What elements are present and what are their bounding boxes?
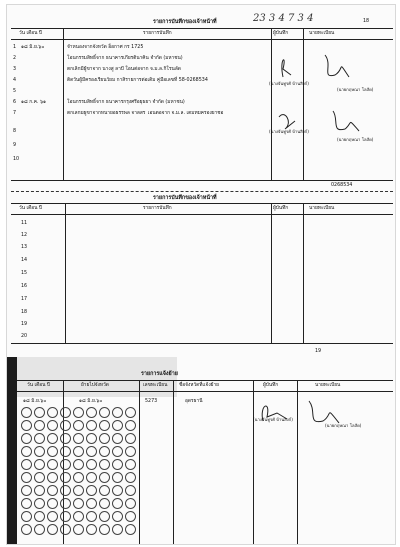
row-number: 9 — [13, 143, 17, 148]
section1-doc-number: 23 3 4 7 3 4 — [253, 13, 314, 24]
signature-3-registrar: (นายกฤษณา โลสัด) — [325, 423, 362, 428]
section3-entry-date: ๑๘ มิ.ย.๖๐ — [23, 399, 47, 404]
row-number: 16 — [21, 284, 28, 289]
section3-entry-regno: 5273 — [145, 399, 158, 404]
row-number: 6 — [13, 100, 17, 105]
row-number: 4 — [13, 78, 17, 83]
section3-header-station: ชื่อจังหวัดที่แจ้งย้าย — [179, 383, 219, 388]
signature-3-name: (นางจันทูรศ์ บ้านสิงก์) — [253, 417, 293, 422]
row-number: 12 — [21, 233, 28, 238]
row-text: โอนกรรมสิทธิ์จาก ธนาคารเกียรตินาคิน จำกัด (มหาชน) — [67, 56, 183, 61]
section2-page-number: 19 — [315, 349, 322, 354]
row-number: 8 — [13, 129, 17, 134]
signature-1-name: (นางจันทูรศ์ บ้านสิงก์) — [269, 81, 309, 86]
row-number: 7 — [13, 111, 17, 116]
row-number: 2 — [13, 56, 17, 61]
section2-header-entry: รายการบันทึก — [143, 206, 172, 211]
section3-entry-station: อุดรธานี — [185, 399, 203, 404]
row-text: โอนกรรมสิทธิ์จาก ธนาคารกรุงศรีอยุธยา จำกัด (มหาชน) — [67, 100, 185, 105]
row-number: 3 — [13, 67, 17, 72]
row-date: ๑๘ ก.ค. ๖๑ — [21, 100, 47, 105]
row-number: 10 — [13, 157, 20, 162]
section2-title: รายการบันทึกของเจ้าหน้าที่ — [153, 195, 217, 201]
section2-header-recorder: ผู้บันทึก — [273, 206, 289, 211]
row-number: 18 — [21, 310, 28, 315]
security-circle-pattern — [17, 405, 139, 544]
row-number: 15 — [21, 271, 28, 276]
section2-header-date: วัน เดือน ปี — [19, 206, 42, 211]
section1-header-registrar: นายทะเบียน — [309, 31, 335, 36]
row-number: 17 — [21, 297, 28, 302]
section1-title: รายการบันทึกของเจ้าหน้าที่ — [153, 19, 217, 25]
section3-title: รายการแจ้งย้าย — [141, 371, 178, 377]
row-number: 1 — [13, 45, 17, 50]
row-number: 20 — [21, 334, 28, 339]
signature-3-scribble — [257, 395, 393, 435]
binding-edge — [7, 357, 17, 544]
section2-doc-number: 0268534 — [331, 183, 353, 188]
row-number: 14 — [21, 258, 28, 263]
row-text: ตกเลิกมีผู้ขาจากหน้ายอธรรพล จ่าลีสร โอนต่อจาก จ.ม.ล. เต็มที่มีครองยาชื่อ — [67, 111, 224, 116]
section3-header-registrar: นายทะเบียน — [315, 383, 341, 388]
section1-header-recorder: ผู้บันทึก — [273, 31, 289, 36]
section3-header-regno: เลขทะเบียน — [143, 383, 168, 388]
section1-header-entry: รายการบันทึก — [143, 31, 172, 36]
row-text: ตกเลิกมีผู้ขาจาก นางสู ลาบี โอนต่อจาก จ.ม.ล.กิโรนลัด — [67, 67, 181, 72]
section3-header-province: ย้ายไปจังหวัด — [81, 383, 109, 388]
section3-entry-province: ๑๘ มิ.ย.๖๐ — [79, 399, 103, 404]
signature-2-scribble — [275, 103, 393, 143]
registration-document-page — [6, 4, 396, 545]
row-number: 5 — [13, 89, 17, 94]
row-number: 13 — [21, 245, 28, 250]
row-text: ติดวันผู้มีครองเรียนวัยม กาสิรายการต่อเดิม คู่มือเลขที่ 58-0268534 — [67, 78, 208, 83]
section3-header-date: วัน เดือน ปี — [27, 383, 50, 388]
section3-header-recorder: ผู้บันทึก — [263, 383, 279, 388]
section1-page-number: 18 — [363, 19, 370, 24]
section2-header-registrar: นายทะเบียน — [309, 206, 335, 211]
section1-header-date: วัน เดือน ปี — [19, 31, 42, 36]
row-number: 19 — [21, 322, 28, 327]
row-text: จำหนองจากจังหวัด อ็อกาศ กร 1725 — [67, 45, 144, 50]
signature-2-name: (นางจันทูรศ์ บ้านสิงก์) — [269, 129, 309, 134]
signature-1-registrar: (นายกฤษณา โลสัด) — [337, 87, 374, 92]
row-number: 11 — [21, 221, 28, 226]
row-date: ๑๘ มิ.ย.๖๐ — [21, 45, 45, 50]
signature-2-registrar: (นายกฤษณา โลสัด) — [337, 137, 374, 142]
